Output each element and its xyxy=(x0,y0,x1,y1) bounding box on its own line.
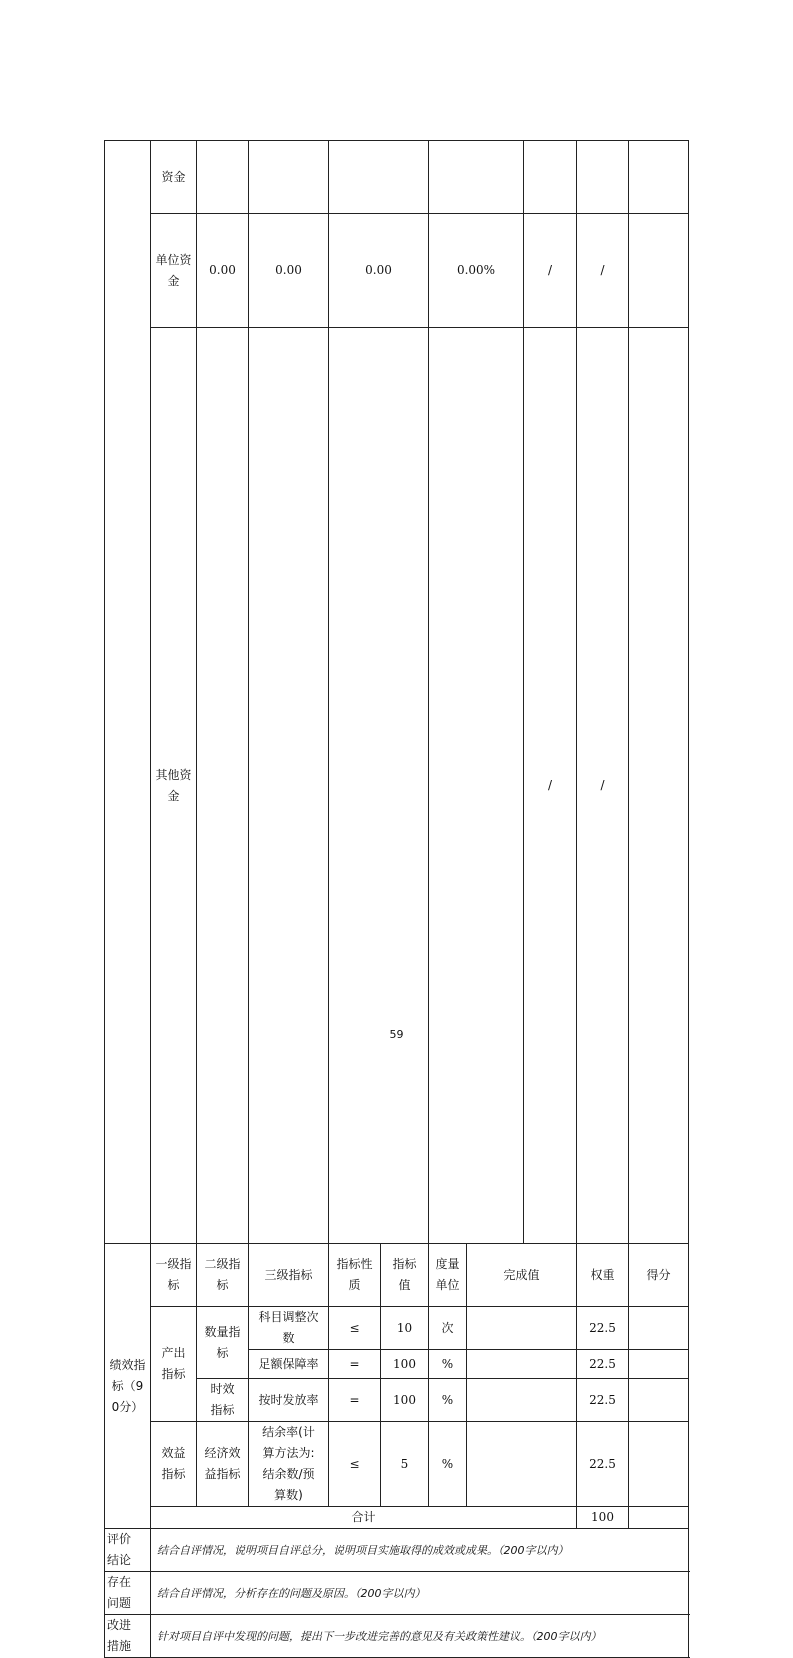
indicator-weight: 22.5 xyxy=(577,1422,629,1507)
indicator-score xyxy=(629,1307,689,1350)
unit-funds-score: / xyxy=(577,214,629,328)
total-label: 合计 xyxy=(151,1507,577,1529)
header-level2: 二级指标 xyxy=(197,1244,249,1307)
indicator-score xyxy=(629,1350,689,1379)
indicator-score xyxy=(629,1422,689,1507)
indicator-name: 科目调整次数 xyxy=(249,1307,329,1350)
indicator-op: = xyxy=(329,1350,381,1379)
indicator-score xyxy=(629,1379,689,1422)
indicator-op: ≤ xyxy=(329,1307,381,1350)
indicator-done xyxy=(467,1350,577,1379)
indicator-done xyxy=(467,1307,577,1350)
indicator-name: 足额保障率 xyxy=(249,1350,329,1379)
conclusion-text: 结合自评情况，说明项目自评总分，说明项目实施取得的成效或成果。（200字以内） xyxy=(151,1529,689,1572)
unit-funds-budget: 0.00 xyxy=(197,214,249,328)
indicator-op: ≤ xyxy=(329,1422,381,1507)
benefit-indicator-label: 效益指标 xyxy=(151,1422,197,1507)
header-unit: 度量单位 xyxy=(429,1244,467,1307)
indicator-unit: % xyxy=(429,1422,467,1507)
header-level1: 一级指标 xyxy=(151,1244,197,1307)
header-weight: 权重 xyxy=(577,1244,629,1307)
page-number: 59 xyxy=(389,1028,404,1041)
quantity-indicator-label: 数量指标 xyxy=(197,1307,249,1379)
unit-funds-executed: 0.00 xyxy=(329,214,429,328)
funds-label: 资金 xyxy=(151,141,197,214)
indicator-value: 10 xyxy=(381,1307,429,1350)
indicator-weight: 22.5 xyxy=(577,1350,629,1379)
problems-text: 结合自评情况，分析存在的问题及原因。（200字以内） xyxy=(151,1572,689,1615)
header-score: 得分 xyxy=(629,1244,689,1307)
timeliness-indicator-label: 时效指标 xyxy=(197,1379,249,1422)
conclusion-label: 评价结论 xyxy=(105,1529,151,1572)
unit-funds-adjusted: 0.00 xyxy=(249,214,329,328)
unit-funds-weight: / xyxy=(524,214,577,328)
indicator-weight: 22.5 xyxy=(577,1307,629,1350)
indicator-op: = xyxy=(329,1379,381,1422)
unit-funds-rate: 0.00% xyxy=(429,214,524,328)
indicator-done xyxy=(467,1379,577,1422)
indicator-unit: 次 xyxy=(429,1307,467,1350)
unit-funds-label: 单位资金 xyxy=(151,214,197,328)
funds-section-cell xyxy=(105,141,151,1244)
header-completed: 完成值 xyxy=(467,1244,577,1307)
indicator-value: 100 xyxy=(381,1379,429,1422)
indicator-unit: % xyxy=(429,1379,467,1422)
measures-text: 针对项目自评中发现的问题，提出下一步改进完善的意见及有关政策性建议。（200字以内） xyxy=(151,1615,689,1658)
indicator-done xyxy=(467,1422,577,1507)
other-funds-score: / xyxy=(577,328,629,1244)
total-weight: 100 xyxy=(577,1507,629,1529)
measures-label: 改进措施 xyxy=(105,1615,151,1658)
performance-evaluation-table xyxy=(104,140,689,1658)
output-indicator-label: 产出指标 xyxy=(151,1307,197,1422)
indicator-weight: 22.5 xyxy=(577,1379,629,1422)
header-nature: 指标性质 xyxy=(329,1244,381,1307)
header-level3: 三级指标 xyxy=(249,1244,329,1307)
header-value: 指标值 xyxy=(381,1244,429,1307)
performance-section-label: 绩效指标（90分） xyxy=(105,1244,151,1529)
indicator-value: 5 xyxy=(381,1422,429,1507)
problems-label: 存在问题 xyxy=(105,1572,151,1615)
other-funds-weight: / xyxy=(524,328,577,1244)
other-funds-label: 其他资金 xyxy=(151,328,197,1244)
indicator-unit: % xyxy=(429,1350,467,1379)
economic-benefit-label: 经济效益指标 xyxy=(197,1422,249,1507)
indicator-name: 结余率(计算方法为:结余数/预算数) xyxy=(249,1422,329,1507)
indicator-value: 100 xyxy=(381,1350,429,1379)
indicator-name: 按时发放率 xyxy=(249,1379,329,1422)
